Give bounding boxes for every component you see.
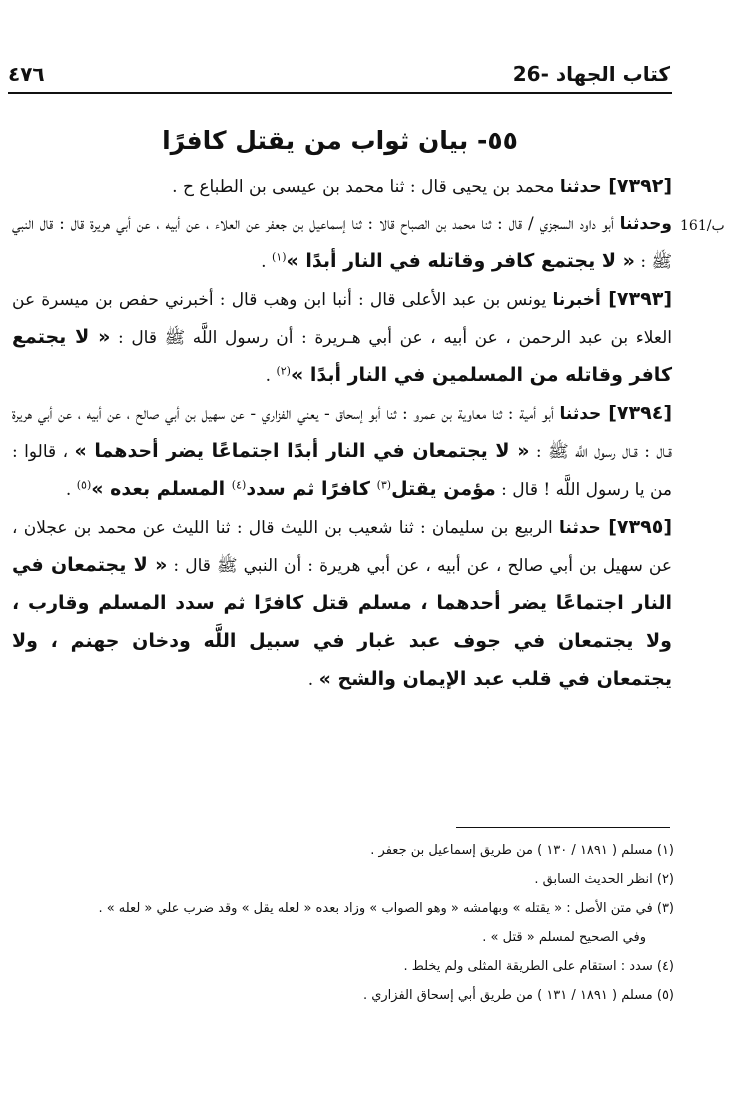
page-number: ٤٧٦: [8, 62, 45, 86]
hadith-7392-isnad-1: [٧٣٩٢] حدثنا محمد بن يحيى قال : ثنا محمد بن عيسى بن الطباع ح .: [172, 175, 672, 197]
footnote-5: (٥) مسلم ( ١٨٩١ / ١٣١ ) من طريق أبي إسحاق الفزاري .: [362, 988, 674, 1003]
footnote-ref: (١): [271, 250, 287, 264]
hadith-matn: « لا يجتمع كافر وقاتله في النار أبدًا »: [286, 250, 635, 272]
footnote-ref: (٤): [231, 478, 247, 492]
hadith-body: [12, 168, 672, 699]
hadith-7394: [٧٣٩٤] حدثنا أبو أمية : ثنا معاوية بن عمرو : ثنا أبو إسحاق - يعني الفزاري - عن سهيل بن أبي صالح ، عن أبيه ، عن أبي هريرة قـال : قـال رسول اللَّه ﷺ : « لا يجتمعان في النار أبدًا اجتماعًا يضر أحدهما » ، قالوا : من يا رسول اللَّه ! قال : مؤمن يقتل$^{(٣)}$ كافرًا ثم سدد$^{(٤)}$ المسلم بعده »$^{(٥)}$ .: [12, 402, 673, 500]
hadith-number: [٧٣٩٢]: [601, 175, 672, 197]
footnote-4: (٤) سدد : استقام على الطريقة المثلى ولم يخلط .: [403, 959, 674, 974]
footnotes: [12, 836, 674, 1010]
chapter-title: 26- كتاب الجهاد: [512, 62, 670, 86]
hadith-7392-isnad-2: وحدثنا أبو داود السجزي / قال : ثنا محمد بن الصباح قالا : ثنا إسماعيل بن جعفر عن العلاء ، عن أبيه ، عن أبي هريرة قال : قال النبي ﷺ : « لا يجتمع كافر وقاتله في النار أبدًا »$^{(١)}$ .: [12, 214, 672, 272]
footnote-3-continuation: وفي الصحيح لمسلم « قتل » .: [482, 930, 646, 945]
hadith-matn: « لا يجتمعان في النار اجتماعًا يضر أحدهما ، مسلم قتل كافرًا ثم سدد المسلم وقارب ، ولا يجتمعان في جوف عبد غبار في سبيل اللَّه ودخان جهنم ، ولا يجتمعان في قلب عبد الإيمان والشح »: [12, 554, 672, 690]
hadith-number: [٧٣٩٤]: [601, 402, 672, 424]
footnote-ref: (٢): [276, 364, 291, 378]
header-rule: [8, 92, 672, 94]
footnote-3: (٣) في متن الأصل : « يقتله » وبهامشه « وهو الصواب » وزاد بعده « لعله يقل » وقد ضرب علي « لعله » .: [98, 901, 674, 916]
hadith-7395: [٧٣٩٥] حدثنا الربيع بن سليمان : ثنا شعيب بن الليث قال : ثنا الليث عن محمد بن عجلان ، عن سهيل بن أبي صالح ، عن أبيه ، عن أبي هريرة : أن النبي ﷺ قال : « لا يجتمعان في النار اجتماعًا يضر أحدهما ، مسلم قتل كافرًا ثم سدد المسلم وقارب ، ولا يجتمعان في جوف عبد غبار في سبيل اللَّه ودخان جهنم ، ولا يجتمعان في قلب عبد الإيمان والشح » .: [12, 516, 672, 690]
footnote-ref: (٣): [376, 478, 392, 492]
footnote-2: (٢) انظر الحديث السابق .: [534, 872, 674, 887]
hadith-number: [٧٣٩٥]: [600, 516, 672, 538]
section-title: ٥٥- بيان ثواب من يقتل كافرًا: [162, 126, 518, 155]
footnote-1: (١) مسلم ( ١٨٩١ / ١٣٠ ) من طريق إسماعيل بن جعفر .: [370, 843, 674, 858]
margin-folio-note: 161/ب: [680, 218, 725, 234]
hadith-matn: « لا يجتمعان في النار أبدًا اجتماعًا يضر أحدهما »: [74, 440, 530, 462]
hadith-number: [٧٣٩٣]: [600, 288, 672, 310]
footnote-rule: [456, 827, 670, 828]
running-header: [0, 58, 670, 92]
hadith-matn: « لا يجتمع كافر وقاتله من المسلمين في النار أبدًا »: [12, 326, 672, 386]
footnote-ref: (٥): [76, 478, 92, 492]
hadith-7393: [٧٣٩٣] أخبرنا يونس بن عبد الأعلى قال : أنبا ابن وهب قال : أخبرني حفص بن ميسرة عن العلاء بن عبد الرحمن ، عن أبيه ، عن أبي هـريرة : أن رسول اللَّه ﷺ قال : « لا يجتمع كافر وقاتله من المسلمين في النار أبدًا »$^{(٢)}$ .: [12, 288, 672, 386]
